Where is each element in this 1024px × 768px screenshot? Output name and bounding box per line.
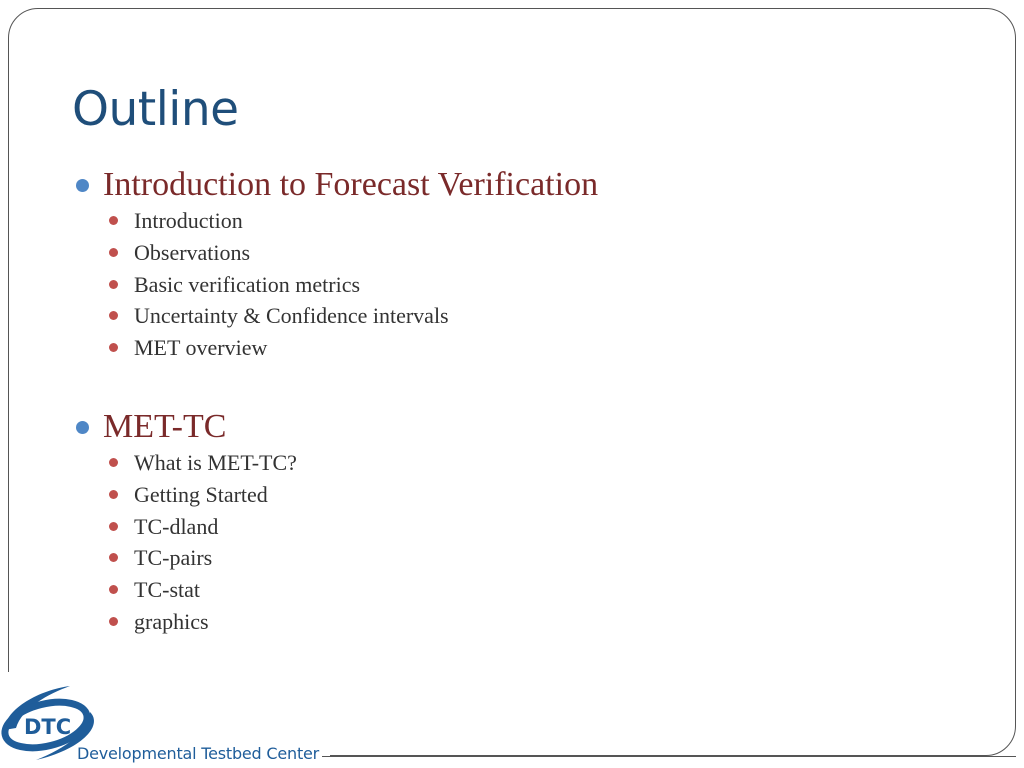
logo-name: Developmental Testbed Center [77, 744, 320, 763]
list-item [0, 269, 1000, 301]
bullet-icon [109, 343, 118, 352]
list-item-label: Introduction [134, 208, 243, 233]
list-item [0, 300, 1000, 332]
list-item [0, 574, 1000, 606]
section-heading-label: MET-TC [103, 408, 227, 445]
slide-title: Outline [72, 82, 239, 137]
outline-section-intro [0, 162, 1000, 364]
section-heading [0, 162, 1000, 208]
bullet-icon [109, 311, 118, 320]
subitem-list [0, 205, 1000, 364]
list-item-label: Getting Started [134, 481, 268, 507]
bullet-icon [109, 617, 118, 626]
section-heading-label: Introduction to Forecast Verification [103, 166, 599, 203]
logo-abbr: DTC [24, 715, 72, 739]
list-item [0, 542, 1000, 574]
list-item [0, 479, 1000, 511]
bullet-icon [109, 280, 118, 289]
list-item [0, 332, 1000, 364]
list-item [0, 237, 1000, 269]
outline-section-met-tc [0, 404, 1000, 638]
subitem-list [0, 447, 1000, 638]
bullet-icon [109, 585, 118, 594]
bullet-icon [109, 458, 118, 467]
footer-rule [322, 756, 1016, 757]
section-heading [0, 404, 1000, 450]
list-item-label: TC-stat [134, 577, 200, 603]
list-item [0, 606, 1000, 638]
list-item [0, 205, 1000, 237]
bullet-icon [109, 216, 118, 225]
list-item-label: MET overview [134, 335, 268, 361]
list-item [0, 511, 1000, 543]
list-item-label: TC-pairs [134, 545, 213, 571]
list-item-label: TC-dland [134, 513, 219, 539]
list-item-label: Observations [134, 239, 251, 265]
bullet-icon [109, 248, 118, 257]
list-item-label: What is MET-TC? [134, 450, 297, 475]
bullet-icon [109, 490, 118, 499]
bullet-icon [76, 421, 89, 434]
list-item-label: Basic verification metrics [134, 271, 361, 297]
bullet-icon [109, 553, 118, 562]
list-item-label: graphics [134, 608, 209, 634]
bullet-icon [76, 179, 89, 192]
list-item-label: Uncertainty & Confidence intervals [134, 303, 449, 329]
list-item [0, 447, 1000, 479]
bullet-icon [109, 522, 118, 531]
